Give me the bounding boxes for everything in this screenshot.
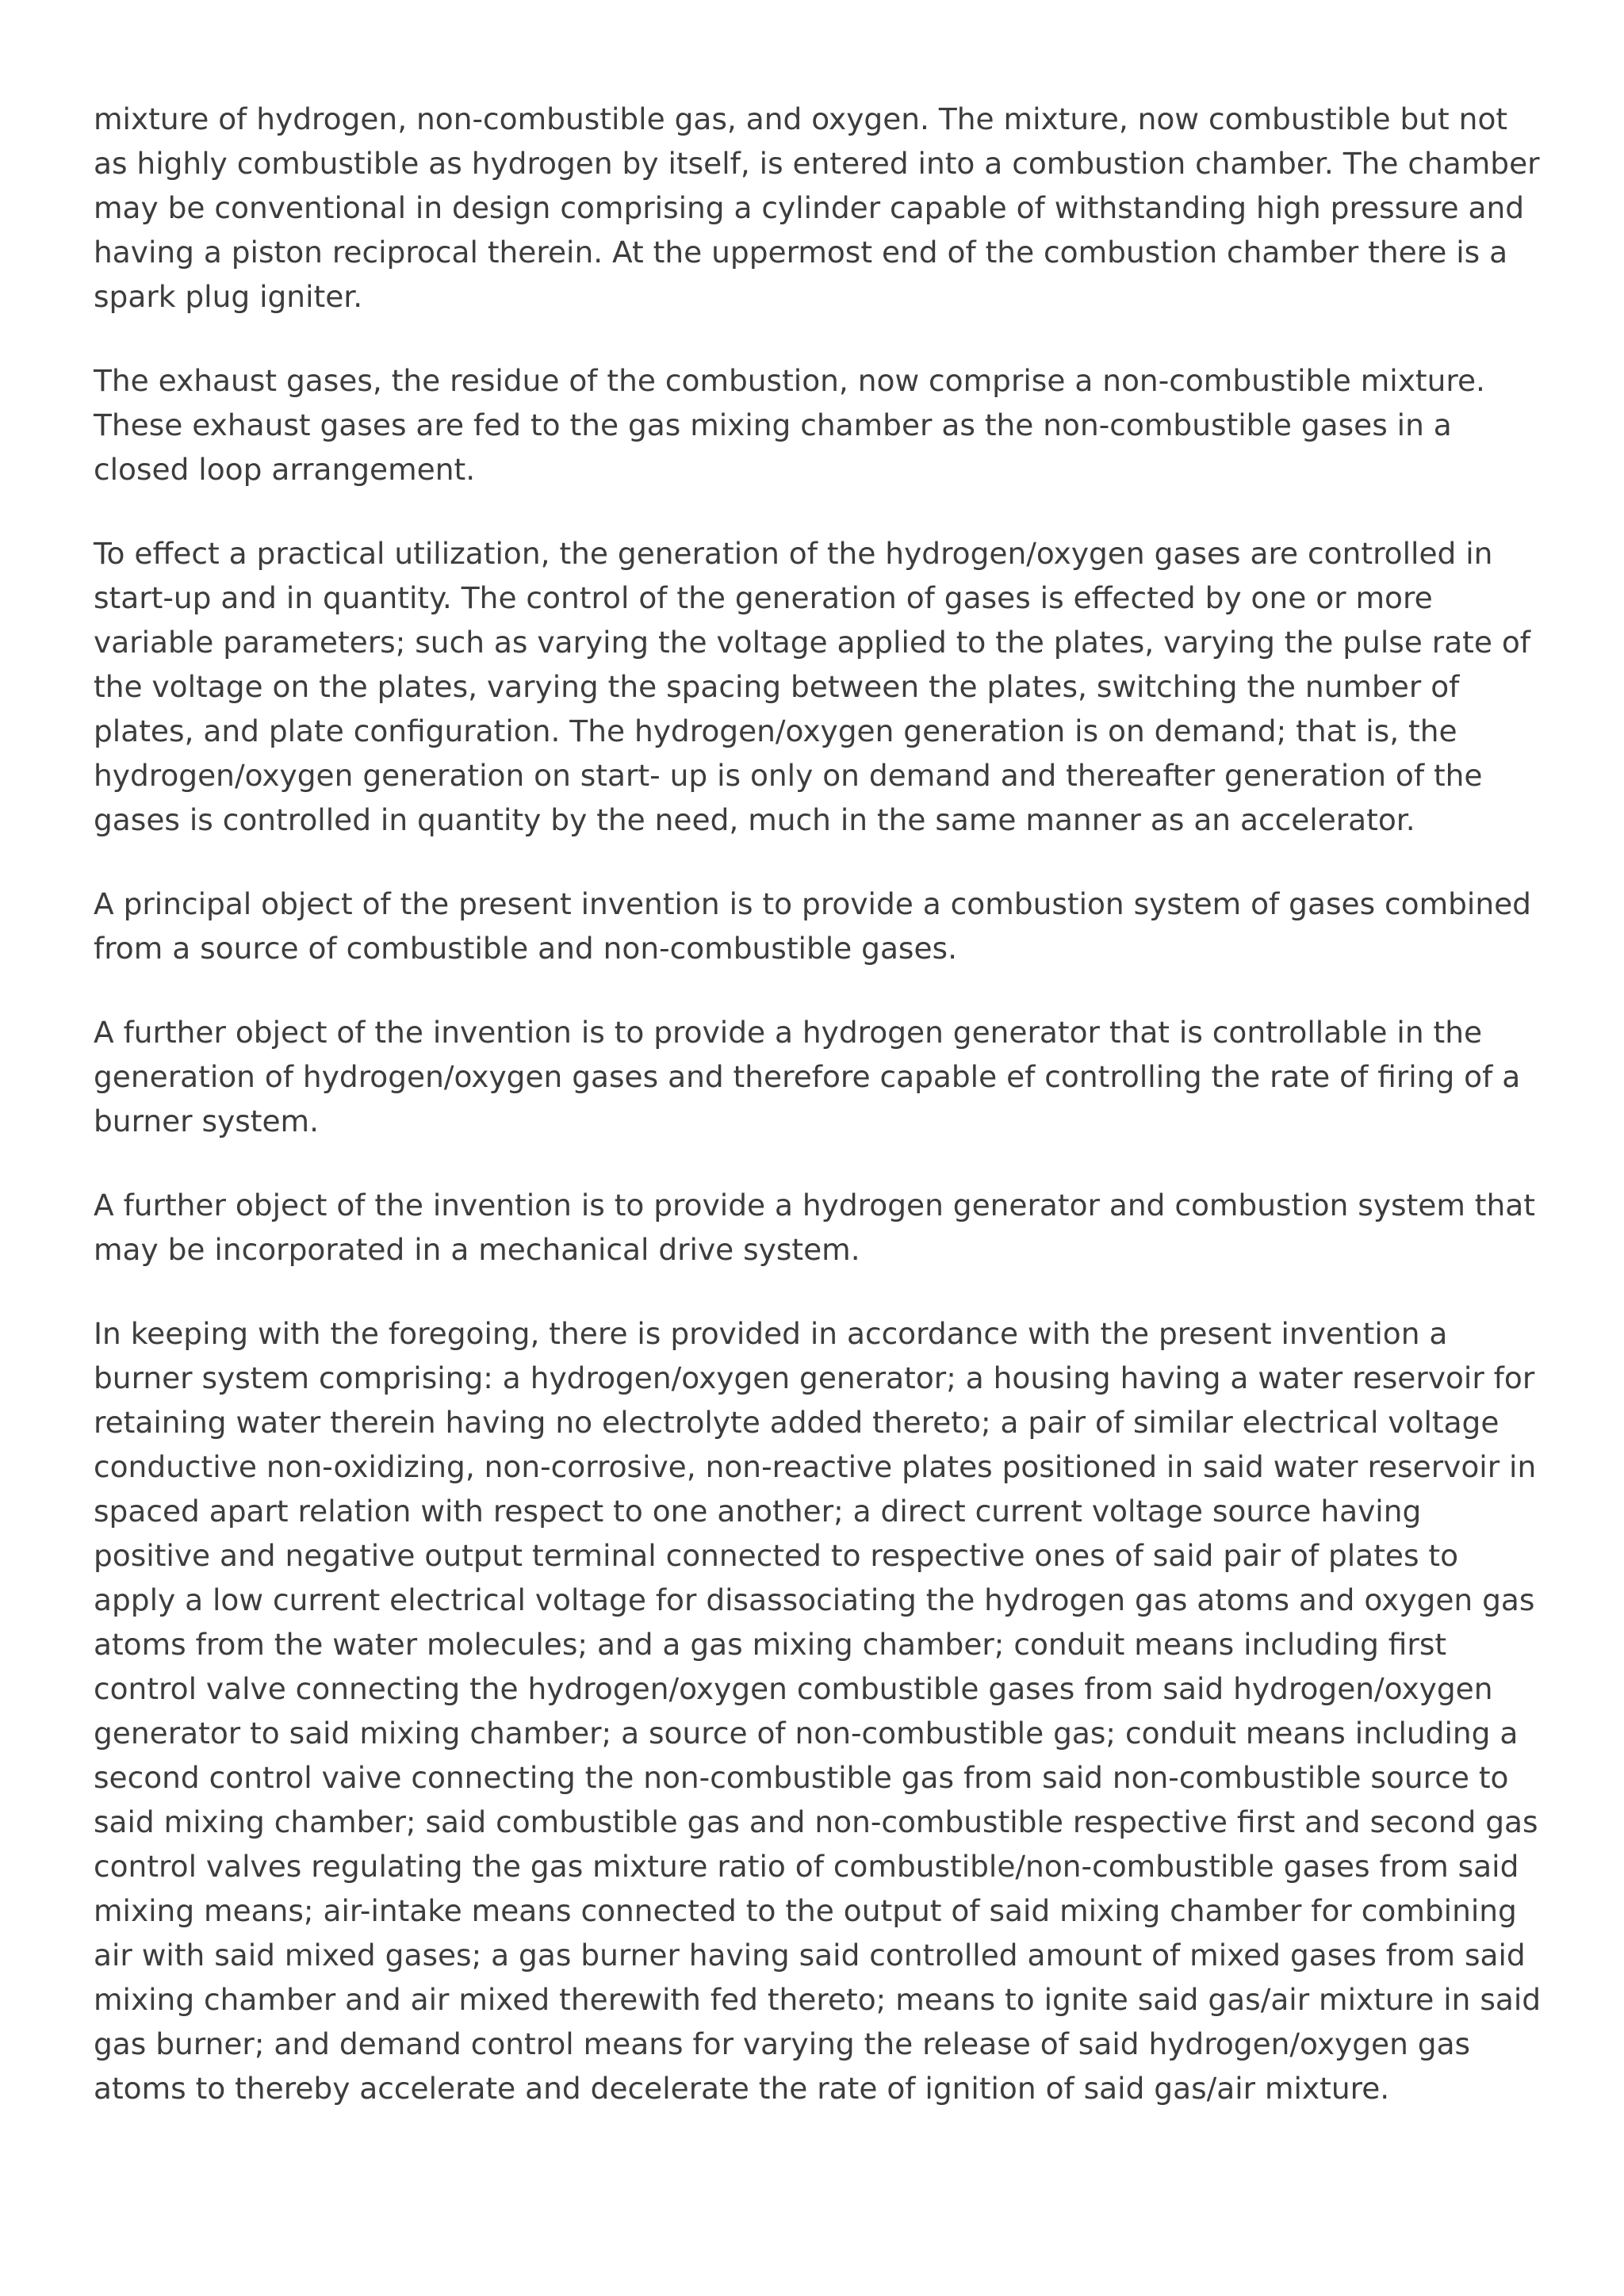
paragraph-further-object-drive: A further object of the invention is to provide a hydrogen generator and combustion system that may be incorporated in a mechanical drive system.	[94, 1188, 1535, 1267]
document-page	[94, 97, 1545, 2150]
paragraph-principal-object: A principal object of the present invention is to provide a combustion system of gases combined from a source of combustible and non-combustible gases.	[94, 886, 1531, 966]
paragraph-exhaust-gases: The exhaust gases, the residue of the combustion, now comprise a non-combustible mixture. These exhaust gases are fed to the gas mixing chamber as the non-combustible gases in a closed loop arrangement.	[94, 363, 1485, 487]
paragraph-practical-utilization: To effect a practical utilization, the generation of the hydrogen/oxygen gases are controlled in start-up and in quantity. The control of the generation of gases is effected by one or more variable parameters; such as varying the voltage applied to the plates, varying the pulse rate of the voltage on the plates, varying the spacing between the plates, switching the number of plates, and plate configuration. The hydrogen/oxygen generation is on demand; that is, the hydrogen/oxygen generation on start- up is only on demand and thereafter generation of the gases is controlled in quantity by the need, much in the same manner as an accelerator.	[94, 536, 1531, 837]
paragraph-further-object-generator: A further object of the invention is to provide a hydrogen generator that is controllable in the generation of hydrogen/oxygen gases and therefore capable ef controlling the rate of firing of a burner system.	[94, 1015, 1521, 1138]
paragraph-burner-system: In keeping with the foregoing, there is provided in accordance with the present invention a burner system comprising: a hydrogen/oxygen generator; a housing having a water reservoir for retaining water therein having no electrolyte added thereto; a pair of similar electrical voltage conductive non-oxidizing, non-corrosive, non-reactive plates positioned in said water reservoir in spaced apart relation with respect to one another; a direct current voltage source having positive and negative output terminal connected to respective ones of said pair of plates to apply a low current electrical voltage for disassociating the hydrogen gas atoms and oxygen gas atoms from the water molecules; and a gas mixing chamber; conduit means including first control valve connecting the hydrogen/oxygen combustible gases from said hydrogen/oxygen generator to said mixing chamber; a source of non-combustible gas; conduit means including a second control vaive connecting the non-combustible gas from said non-combustible source to said mixing chamber; said combustible gas and non-combustible respective first and second gas control valves regulating the gas mixture ratio of combustible/non-combustible gases from said mixing means; air-intake means connected to the output of said mixing chamber for combining air with said mixed gases; a gas burner having said controlled amount of mixed gases from said mixing chamber and air mixed therewith fed thereto; means to ignite said gas/air mixture in said gas burner; and demand control means for varying the release of said hydrogen/oxygen gas atoms to thereby accelerate and decelerate the rate of ignition of said gas/air mixture.	[94, 1316, 1542, 2106]
paragraph-combustion-chamber: mixture of hydrogen, non-combustible gas, and oxygen. The mixture, now combustible but not as highly combustible as hydrogen by itself, is entered into a combustion chamber. The chamber may be conventional in design comprising a cylinder capable of withstanding high pressure and having a piston reciprocal therein. At the uppermost end of the combustion chamber there is a spark plug igniter.	[94, 101, 1540, 314]
